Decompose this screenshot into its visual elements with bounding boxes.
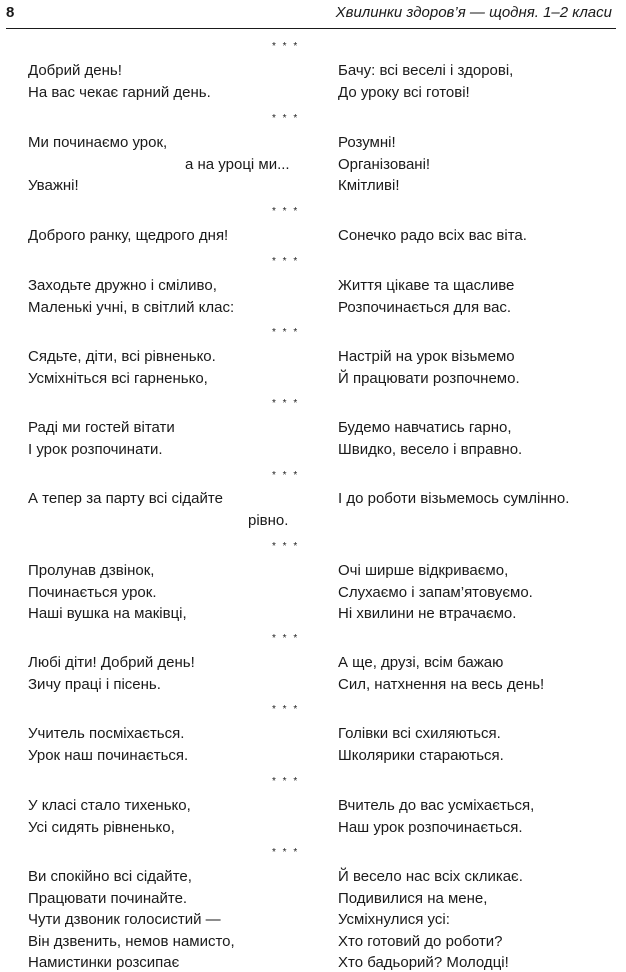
verse-line-right: І до роботи візьмемось сумлінно. (338, 490, 570, 507)
verse-line-left: Намистинки розсипає (28, 954, 180, 971)
verse-line-left: Усі сидять рівненько, (28, 818, 175, 836)
verse-line-left: рівно. (248, 511, 289, 529)
verse-line-left: І урок розпочинати. (28, 440, 163, 458)
verse-line-left: Зичу праці і пісень. (28, 675, 161, 693)
verse-line-right: Голівки всі схиляються. (338, 725, 501, 742)
verse-line-right: Наш урок розпочинається. (338, 818, 523, 836)
stanza-separator: * * * (272, 256, 300, 267)
verse-line-right: Кмітливі! (338, 177, 400, 194)
verse-line-left: Наші вушка на маківці, (28, 605, 187, 622)
verse-line-left: Доброго ранку, щедрого дня! (28, 227, 229, 244)
page-number: 8 (6, 4, 15, 21)
verse-line-right: Організовані! (338, 155, 431, 173)
verse-line-right: Настрій на урок візьмемо (338, 348, 515, 365)
verse-line-right: Розумні! (338, 134, 396, 151)
verse-line-left: У класі стало тихенько, (28, 797, 191, 814)
verse-line-left: Ви спокійно всі сідайте, (28, 868, 192, 885)
verse-line-left: Він дзвенить, немов намисто, (28, 932, 235, 950)
verse-line-right: Розпочинається для вас. (338, 298, 512, 316)
verse-line-right: Хто готовий до роботи? (338, 932, 503, 950)
verse-line-left: Раді ми гостей вітати (28, 419, 175, 436)
verse-line-right: Бачу: всі веселі і здорові, (338, 62, 514, 79)
stanza-separator: * * * (272, 541, 300, 552)
verse-line-left: На вас чекає гарний день. (28, 83, 211, 101)
stanza-separator: * * * (272, 113, 300, 124)
verse-line-right: А ще, друзі, всім бажаю (338, 654, 504, 671)
verse-line-left: Уважні! (28, 177, 79, 194)
stanza-separator: * * * (272, 470, 300, 481)
verse-line-left: Починається урок. (28, 583, 157, 601)
verse-line-right: До уроку всі готові! (338, 83, 470, 101)
verse-line-right: Школярики стараються. (338, 746, 504, 764)
verse-line-right: Очі ширше відкриваємо, (338, 562, 509, 579)
stanza-separator: * * * (272, 776, 300, 787)
verse-line-left: Заходьте дружно і сміливо, (28, 277, 217, 294)
verse-line-right: Подивилися на мене, (338, 889, 488, 907)
stanza-separator: * * * (272, 41, 300, 52)
verse-line-left: Чути дзвоник голосистий — (28, 911, 221, 928)
verse-line-left: Усміхніться всі гарненько, (28, 369, 208, 387)
verse-line-right: Сил, натхнення на весь день! (338, 675, 545, 693)
verse-line-right: Ні хвилини не втрачаємо. (338, 605, 517, 622)
verse-line-left: Любі діти! Добрий день! (28, 654, 195, 671)
verse-line-right: Вчитель до вас усміхається, (338, 797, 535, 814)
verse-line-left: Ми починаємо урок, (28, 134, 168, 151)
verse-line-left: Добрий день! (28, 62, 122, 79)
verse-line-left: А тепер за парту всі сідайте (28, 490, 223, 507)
stanza-separator: * * * (272, 398, 300, 409)
verse-line-left: Учитель посміхається. (28, 725, 185, 742)
verse-line-right: Життя цікаве та щасливе (338, 277, 515, 294)
verse-line-left: Маленькі учні, в світлий клас: (28, 298, 235, 316)
stanza-separator: * * * (272, 704, 300, 715)
verse-line-left: Урок наш починається. (28, 746, 189, 764)
verse-line-left: Пролунав дзвінок, (28, 562, 155, 579)
verse-line-right: Швидко, весело і вправно. (338, 440, 523, 458)
verse-line-right: Хто бадьорий? Молодці! (338, 954, 509, 971)
stanza-separator: * * * (272, 327, 300, 338)
verse-line-right: Слухаємо і запам’ятовуємо. (338, 583, 533, 601)
running-title: Хвилинки здоров’я — щодня. 1–2 класи (335, 4, 612, 21)
verse-line-right: Й працювати розпочнемо. (338, 369, 520, 387)
stanza-separator: * * * (272, 633, 300, 644)
stanza-separator: * * * (272, 206, 300, 217)
verse-line-right: Сонечко радо всіх вас віта. (338, 227, 527, 244)
verse-line-left: а на уроці ми... (185, 155, 290, 173)
verse-line-right: Усміхнулися усі: (338, 911, 450, 928)
verse-line-right: Й весело нас всіх скликає. (338, 868, 523, 885)
stanza-separator: * * * (272, 847, 300, 858)
verse-line-left: Працювати починайте. (28, 889, 188, 907)
verse-line-right: Будемо навчатись гарно, (338, 419, 512, 436)
verse-line-left: Сядьте, діти, всі рівненько. (28, 348, 216, 365)
